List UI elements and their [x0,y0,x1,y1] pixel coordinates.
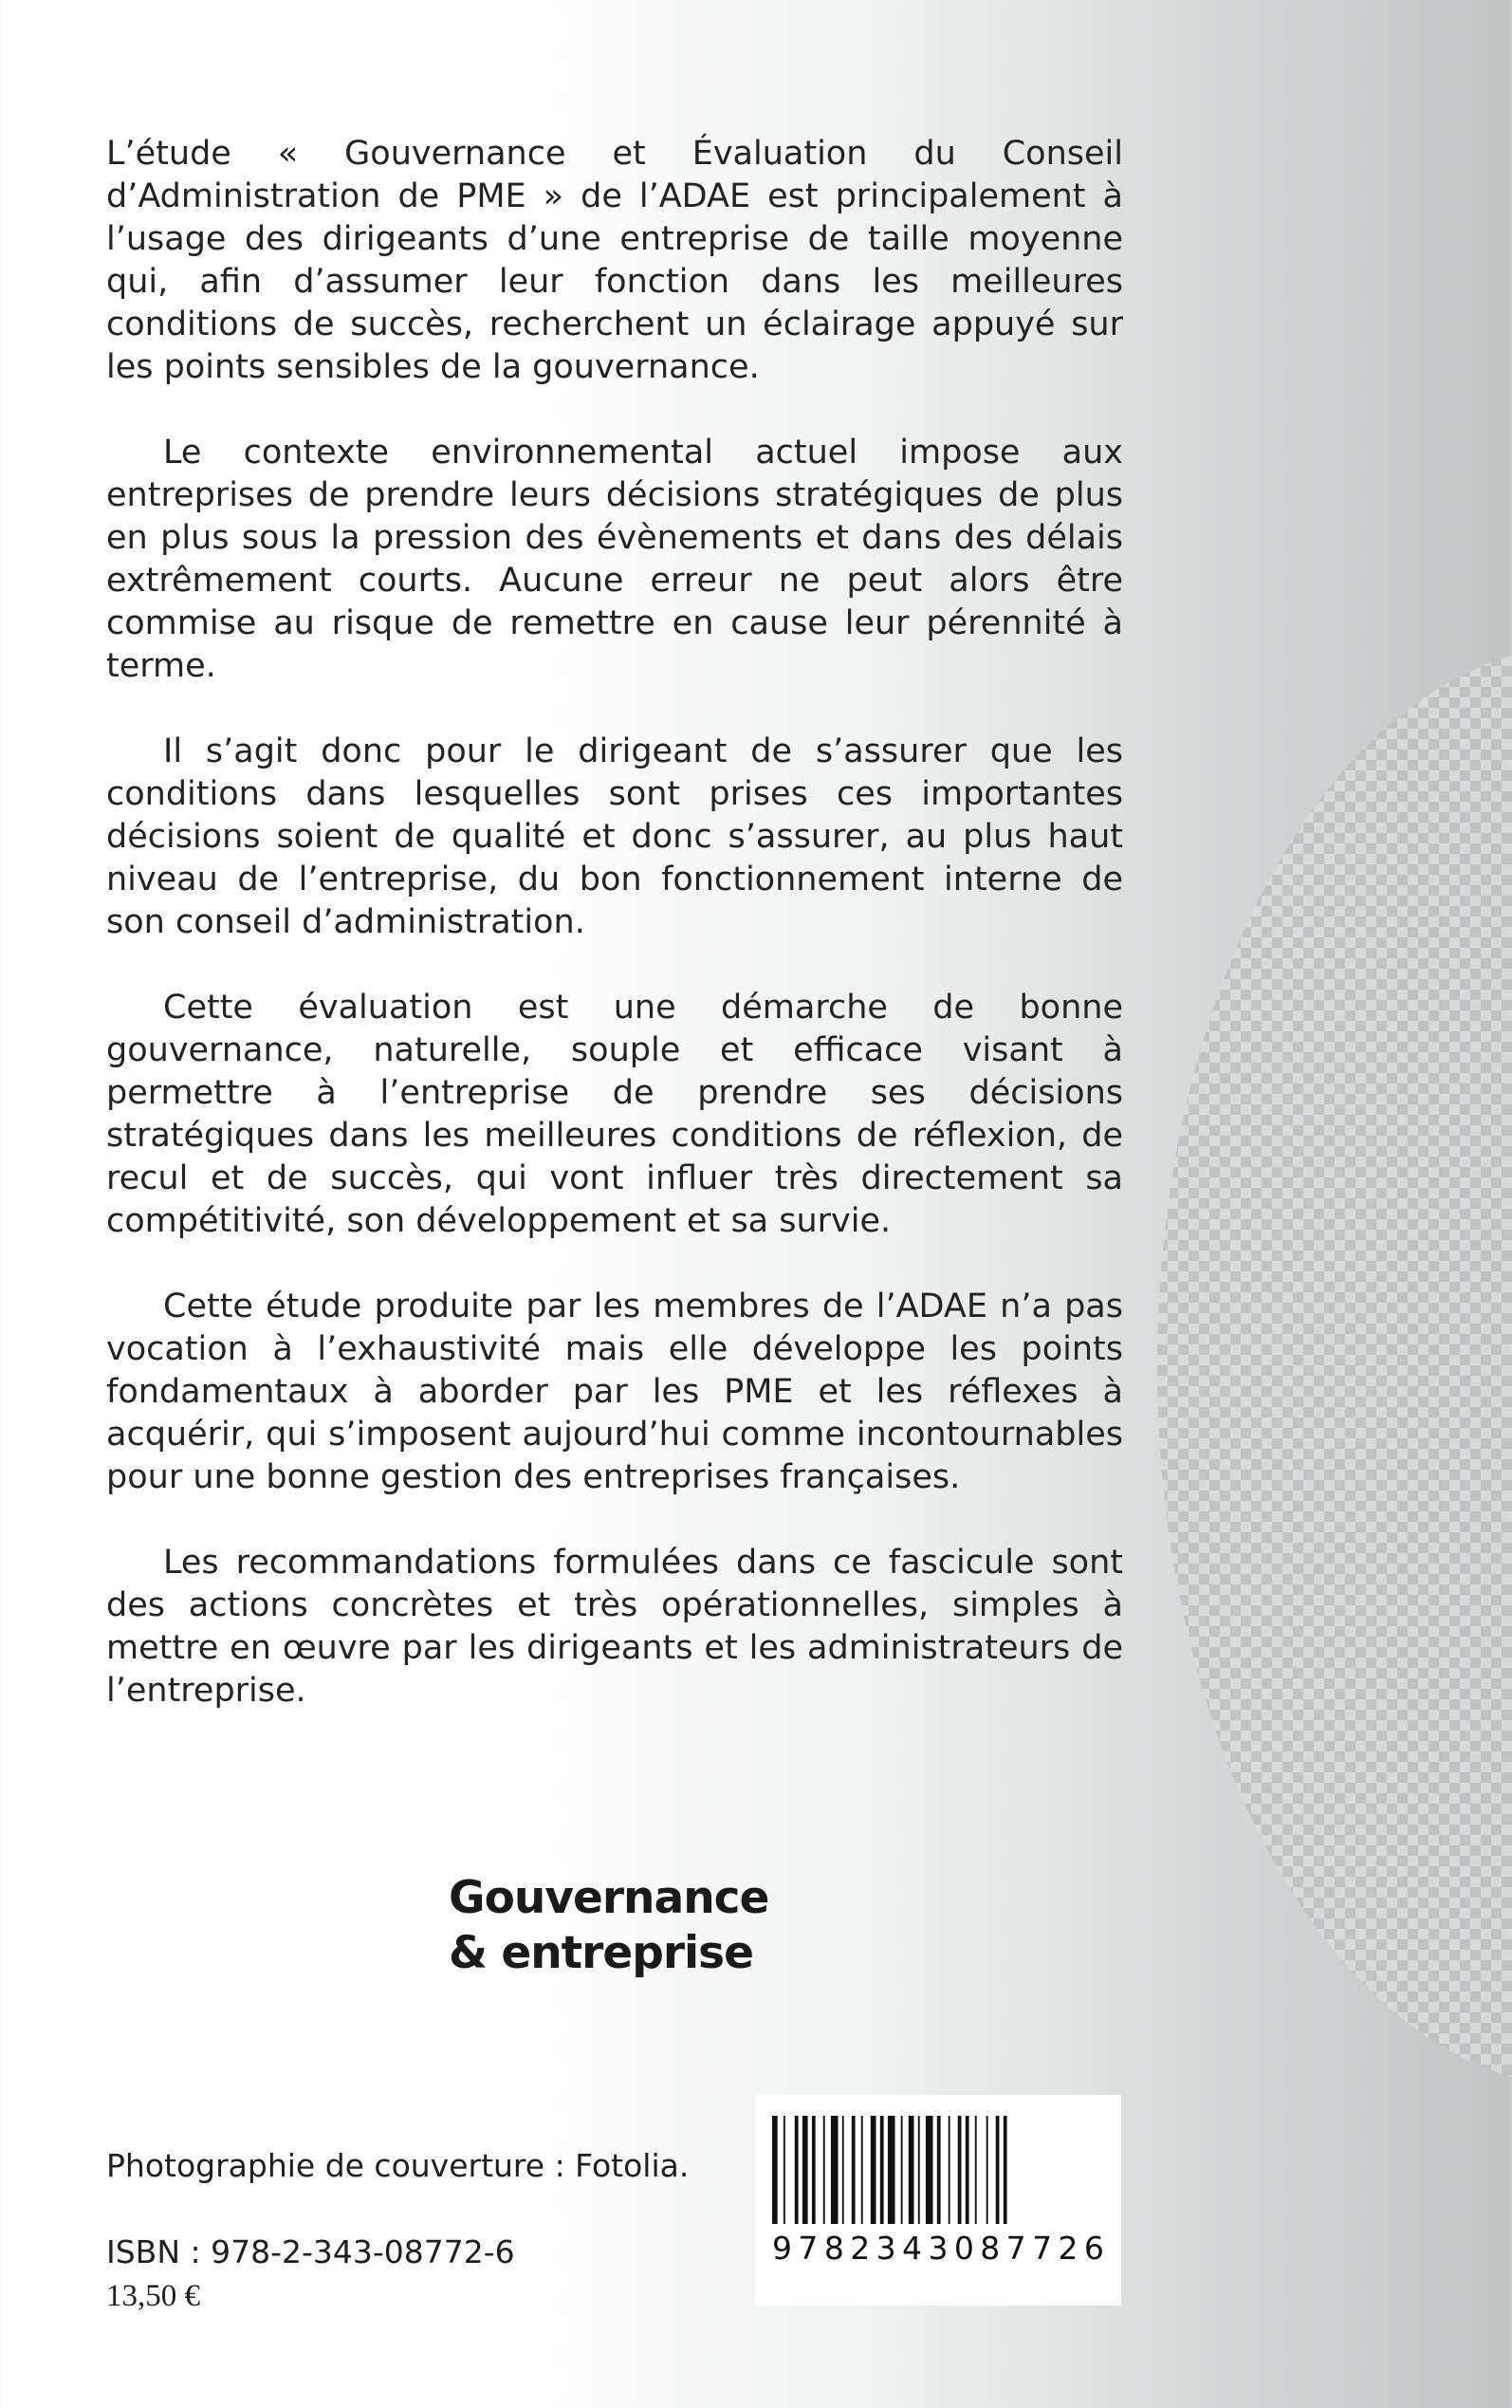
barcode-bar [937,2116,941,2224]
barcode-digit: 8 [823,2230,844,2267]
barcode-bar [949,2116,950,2224]
barcode-digit: 7 [1005,2230,1026,2267]
barcode-bar [802,2116,808,2224]
barcode-bar [986,2116,988,2224]
barcode-bar [958,2116,962,2224]
barcode-bar [842,2116,844,2224]
blurb-paragraph-5: Cette étude produite par les membres de l’ADAE n’a pas vocation à l’exhaustivité mais elle développe les points fondamentaux à aborder par les PME et les réflexes à acquérir, qui s’imposent aujourd’hui comme incontournables pour une bonne gestion des entreprises françaises. [106,1287,1123,1496]
barcode-bar [880,2116,884,2224]
barcode-digit: 3 [928,2230,949,2267]
back-cover-blurb [106,133,1123,1755]
barcode-bar [909,2116,914,2224]
barcode-bar [996,2116,1000,2224]
barcode-digit: 4 [902,2230,923,2267]
photo-credit: Photographie de couverture : Fotolia. [106,2147,690,2184]
barcode-bar [1004,2116,1007,2224]
blurb-paragraph-6: Les recommandations formulées dans ce fascicule sont des actions concrètes et très opérationnelles, simples à mettre en œuvre par les dirigeants et les administrateurs de l’entreprise. [106,1544,1123,1710]
barcode-digit: 7 [1032,2230,1053,2267]
barcode-digit: 9 [772,2230,792,2267]
series-title [449,1871,768,1981]
barcode-bar [888,2116,895,2224]
barcode-bar [852,2116,856,2224]
blurb-paragraph-1: L’étude « Gouvernance et Évaluation du Conseil d’Administration de PME » de l’ADAE est principalement à l’usage des dirigeants d’une entreprise de taille moyenne qui, afin d’assumer leur fonction dans les meilleures conditions de succès, recherchent un éclairage appuyé sur les points sensibles de la gouvernance. [106,135,1123,386]
barcode-bar [795,2116,799,2224]
blurb-paragraph-4: Cette évaluation est une démarche de bonne gouvernance, naturelle, souple et efficace visant à permettre à l’entreprise de prendre ses décisions stratégiques dans les meilleures conditions de réflexion, de recul et de succès, qui vont influer très directement sa compétitivité, son développement et sa survie. [106,989,1123,1240]
isbn: ISBN : 978-2-343-08772-6 [106,2233,515,2270]
barcode-bar [975,2116,977,2224]
blurb-paragraph-2: Le contexte environnemental actuel impose aux entreprises de prendre leurs décisions stratégiques de plus en plus sous la pression des évènements et dans des délais extrêmement courts. Aucune erreur ne peut alors être commise au risque de remettre en cause leur pérennité à terme. [106,434,1123,685]
barcode-bar [784,2116,785,2224]
barcode-bar [901,2116,903,2224]
barcode-digit: 6 [1083,2230,1104,2267]
barcode-bar [871,2116,876,2224]
barcode-digits [772,2230,1104,2267]
barcode-bar [812,2116,816,2224]
series-title-line-2: & entreprise [449,1927,753,1979]
barcode-digit: 0 [953,2230,974,2267]
barcode-bar [823,2116,825,2224]
barcode-bar [772,2116,778,2224]
barcode-digit: 2 [1058,2230,1079,2267]
barcode-bars [770,2116,1106,2224]
blurb-paragraph-3: Il s’agit donc pour le dirigeant de s’assurer que les conditions dans lesquelles sont prises ces importantes décisions soient de qualité et donc s’assurer, au plus haut niveau de l’entreprise, du bon fonctionnement interne de son conseil d’administration. [106,732,1123,941]
barcode [755,2095,1121,2306]
barcode-bar [926,2116,933,2224]
barcode-bar [831,2116,839,2224]
barcode-digit: 8 [980,2230,1001,2267]
barcode-digit: 2 [850,2230,871,2267]
halftone-circle-decoration [1157,645,1512,2087]
barcode-bar [918,2116,920,2224]
barcode-bar [861,2116,863,2224]
barcode-digit: 7 [798,2230,819,2267]
price: 13,50 € [106,2279,200,2313]
barcode-digit: 3 [876,2230,896,2267]
series-title-line-1: Gouvernance [449,1872,769,1924]
barcode-bar [966,2116,969,2224]
